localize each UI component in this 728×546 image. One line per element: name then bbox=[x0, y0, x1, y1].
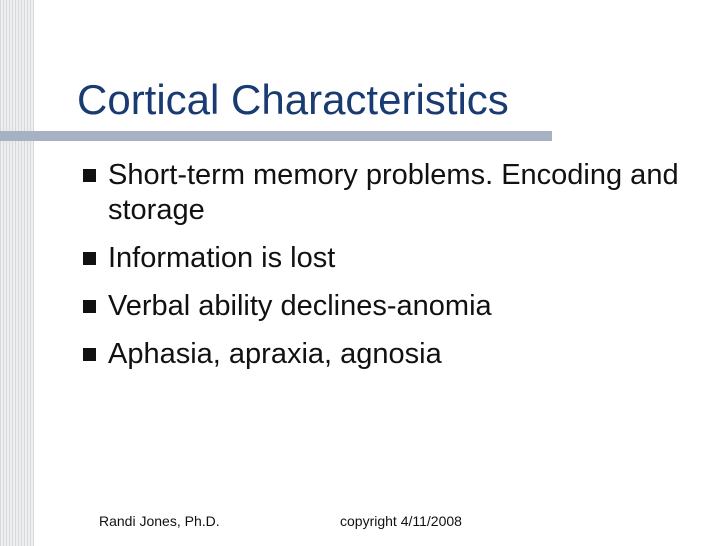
bullet-text: Aphasia, apraxia, agnosia bbox=[108, 338, 442, 370]
square-bullet-icon bbox=[83, 348, 96, 361]
bullet-item bbox=[83, 289, 703, 324]
bullet-list bbox=[83, 158, 703, 385]
footer-author: Randi Jones, Ph.D. bbox=[99, 513, 220, 529]
square-bullet-icon bbox=[83, 252, 96, 265]
bullet-item bbox=[83, 241, 703, 276]
bullet-text: Short-term memory problems. Encoding and storage bbox=[108, 159, 679, 226]
square-bullet-icon bbox=[83, 300, 96, 313]
footer-copyright: copyright 4/11/2008 bbox=[340, 513, 462, 529]
left-decorative-stripe bbox=[0, 0, 34, 546]
bullet-item bbox=[83, 337, 703, 372]
title-underline-bar bbox=[0, 131, 552, 141]
square-bullet-icon bbox=[83, 169, 96, 182]
bullet-text: Verbal ability declines-anomia bbox=[108, 290, 492, 322]
bullet-item bbox=[83, 158, 703, 228]
slide-title: Cortical Characteristics bbox=[77, 76, 509, 123]
bullet-text: Information is lost bbox=[108, 242, 336, 274]
